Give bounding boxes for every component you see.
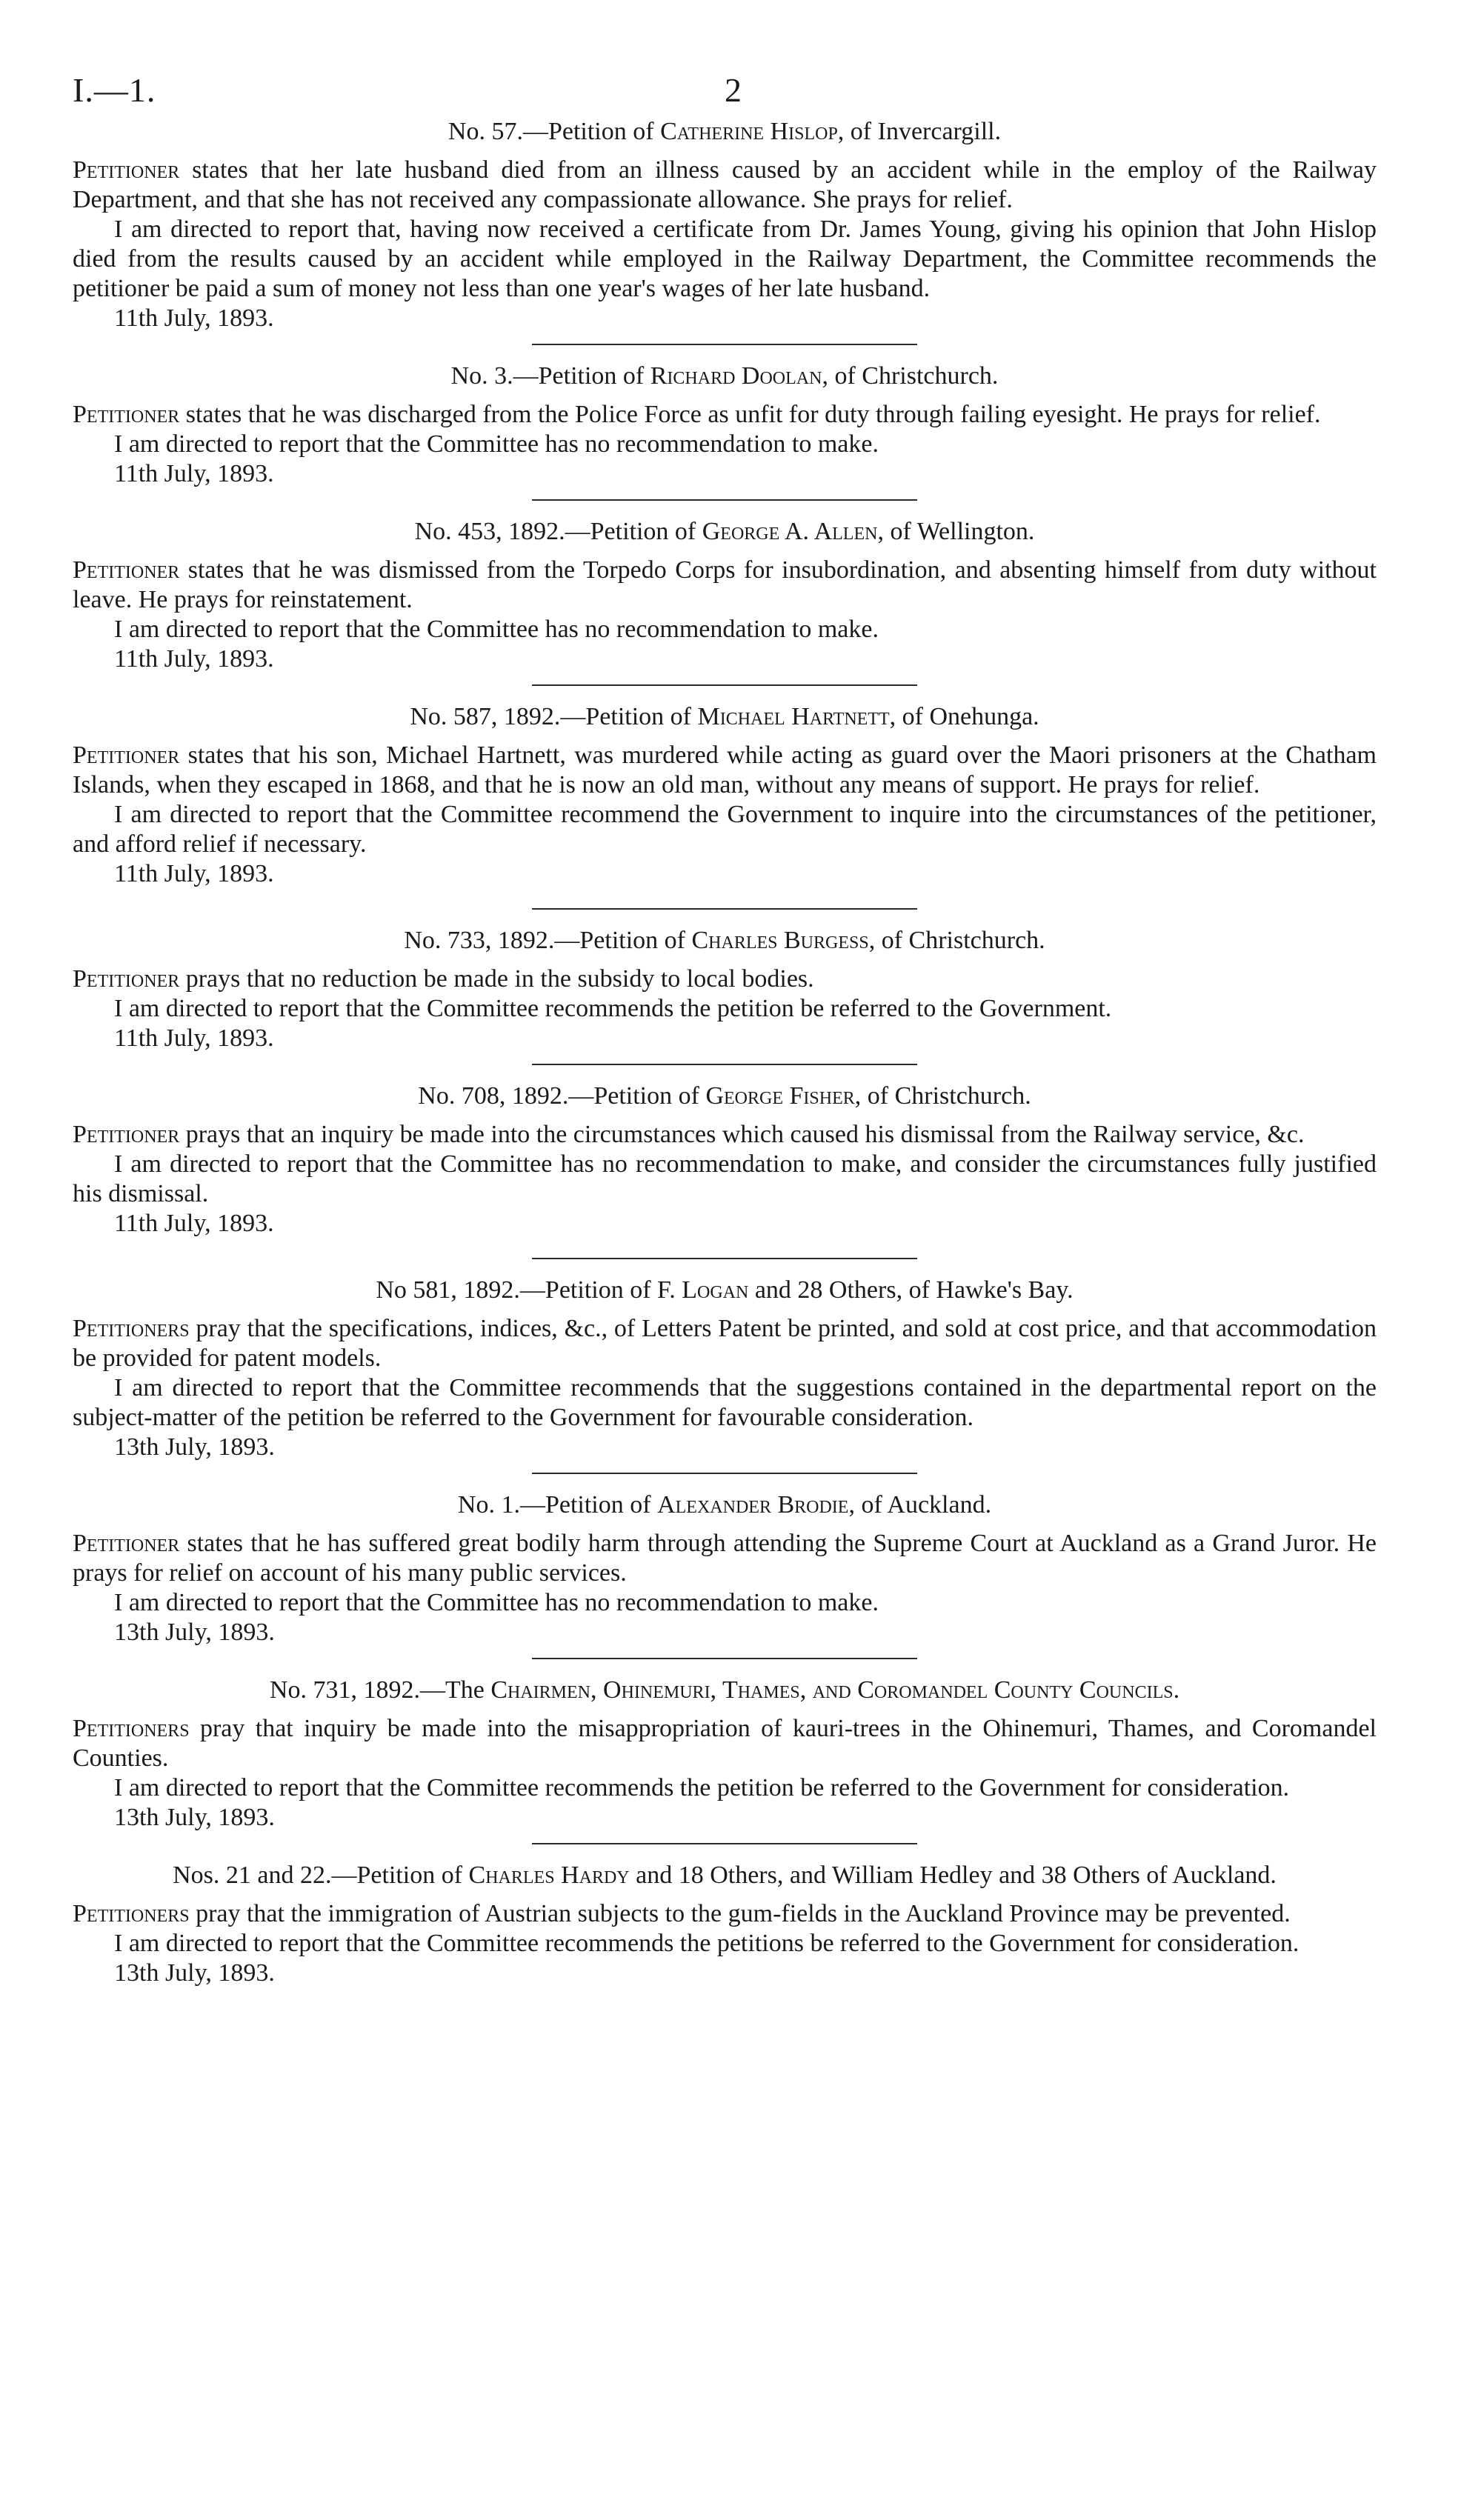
petition-title: No. 731, 1892.—The Chairmen, Ohinemuri, Thames, and Coromandel County Councils.	[269, 1676, 1180, 1704]
petition-statement: Petitioner states that his son, Michael Hartnett, was murdered while acting as guard over the Maori prisoners at the Chatham Islands, when they escaped in 1868, and that he is now an old man, without any means of support. He prays for relief.	[73, 741, 1377, 799]
petition-title: No. 733, 1892.—Petition of Charles Burgess, of Christchurch.	[404, 927, 1045, 954]
report-date: 11th July, 1893.	[114, 1210, 274, 1237]
petition-block	[73, 1676, 1377, 1833]
committee-report: I am directed to report that the Committee recommends the petitions be referred to the Government for consideration.	[114, 1930, 1299, 1957]
petition-title: Nos. 21 and 22.—Petition of Charles Hardy and 18 Others, and William Hedley and 38 Others of Auckland.	[173, 1861, 1277, 1889]
petition-statement: Petitioners pray that inquiry be made into the misappropriation of kauri-trees in the Ohinemuri, Thames, and Coromandel Counties.	[73, 1715, 1377, 1772]
petition-statement: Petitioner states that her late husband died from an illness caused by an accident while in the employ of the Railway Department, and that she has not received any compassionate allowance. She prays for relief.	[73, 156, 1377, 213]
petition-statement: Petitioners pray that the specifications, indices, &c., of Letters Patent be printed, and sold at cost price, and that accommodation be provided for patent models.	[73, 1315, 1377, 1372]
committee-report: I am directed to report that, having now received a certificate from Dr. James Young, giving his opinion that John Hislop died from the results caused by an accident while employed in the Railway Department, the Committee recommends the petitioner be paid a sum of money not less than one year's wages of her late husband.	[73, 216, 1377, 302]
report-date: 11th July, 1893.	[114, 460, 274, 487]
report-date: 11th July, 1893.	[114, 645, 274, 673]
page-number: 2	[725, 71, 742, 109]
committee-report: I am directed to report that the Committee has no recommendation to make.	[114, 616, 879, 643]
petition-block	[73, 1861, 1377, 1988]
report-date: 13th July, 1893.	[114, 1959, 275, 1987]
petition-block	[73, 1276, 1377, 1462]
report-date: 11th July, 1893.	[114, 304, 274, 332]
petition-statement: Petitioner prays that an inquiry be made into the circumstances which caused his dismissal from the Railway service, &c.	[73, 1121, 1305, 1148]
petition-statement: Petitioner states that he has suffered great bodily harm through attending the Supreme Court at Auckland as a Grand Juror. He prays for relief on account of his many public services.	[73, 1530, 1377, 1587]
petition-title: No 581, 1892.—Petition of F. Logan and 28 Others, of Hawke's Bay.	[376, 1276, 1074, 1304]
petition-block	[73, 117, 1377, 333]
petition-statement: Petitioner prays that no reduction be made in the subsidy to local bodies.	[73, 965, 814, 993]
petition-block	[73, 1081, 1377, 1239]
petition-title: No. 3.—Petition of Richard Doolan, of Christchurch.	[450, 362, 999, 390]
committee-report: I am directed to report that the Committee has no recommendation to make.	[114, 430, 879, 458]
petition-title: No. 587, 1892.—Petition of Michael Hartnett, of Onehunga.	[410, 703, 1039, 730]
committee-report: I am directed to report that the Committee recommends the petition be referred to the Government.	[114, 995, 1112, 1022]
committee-report: I am directed to report that the Committee has no recommendation to make, and consider the circumstances fully justified his dismissal.	[73, 1150, 1377, 1207]
committee-report: I am directed to report that the Committee recommend the Government to inquire into the circumstances of the petitioner, and afford relief if necessary.	[73, 801, 1377, 858]
petition-block	[73, 702, 1377, 889]
committee-report: I am directed to report that the Committee has no recommendation to make.	[114, 1589, 879, 1616]
petition-statement: Petitioner states that he was dismissed from the Torpedo Corps for insubordination, and absenting himself from duty without leave. He prays for reinstatement.	[73, 556, 1377, 613]
report-date: 13th July, 1893.	[114, 1619, 275, 1646]
petition-block	[73, 361, 1377, 489]
petition-title: No. 453, 1892.—Petition of George A. Allen, of Wellington.	[414, 518, 1035, 545]
petition-title: No. 57.—Petition of Catherine Hislop, of Invercargill.	[447, 118, 1002, 145]
petition-block	[73, 926, 1377, 1053]
petition-title: No. 708, 1892.—Petition of George Fisher, of Christchurch.	[418, 1082, 1031, 1110]
petition-block	[73, 1490, 1377, 1647]
report-date: 11th July, 1893.	[114, 1024, 274, 1052]
petition-statement: Petitioner states that he was discharged from the Police Force as unfit for duty through failing eyesight. He prays for relief.	[73, 401, 1321, 428]
report-date: 13th July, 1893.	[114, 1433, 275, 1461]
paper-reference: I.—1.	[73, 71, 156, 109]
report-date: 13th July, 1893.	[114, 1804, 275, 1831]
page-header	[73, 0, 1377, 111]
petition-statement: Petitioners pray that the immigration of Austrian subjects to the gum-fields in the Auckland Province may be prevented.	[73, 1900, 1291, 1927]
petition-title: No. 1.—Petition of Alexander Brodie, of Auckland.	[457, 1491, 992, 1519]
report-date: 11th July, 1893.	[114, 860, 274, 887]
committee-report: I am directed to report that the Committee recommends that the suggestions contained in the departmental report on the subject-matter of the petition be referred to the Government for favourable consideration.	[73, 1374, 1377, 1431]
committee-report: I am directed to report that the Committee recommends the petition be referred to the Government for consideration.	[114, 1774, 1290, 1801]
petition-block	[73, 517, 1377, 674]
document-page	[73, 0, 1377, 1988]
